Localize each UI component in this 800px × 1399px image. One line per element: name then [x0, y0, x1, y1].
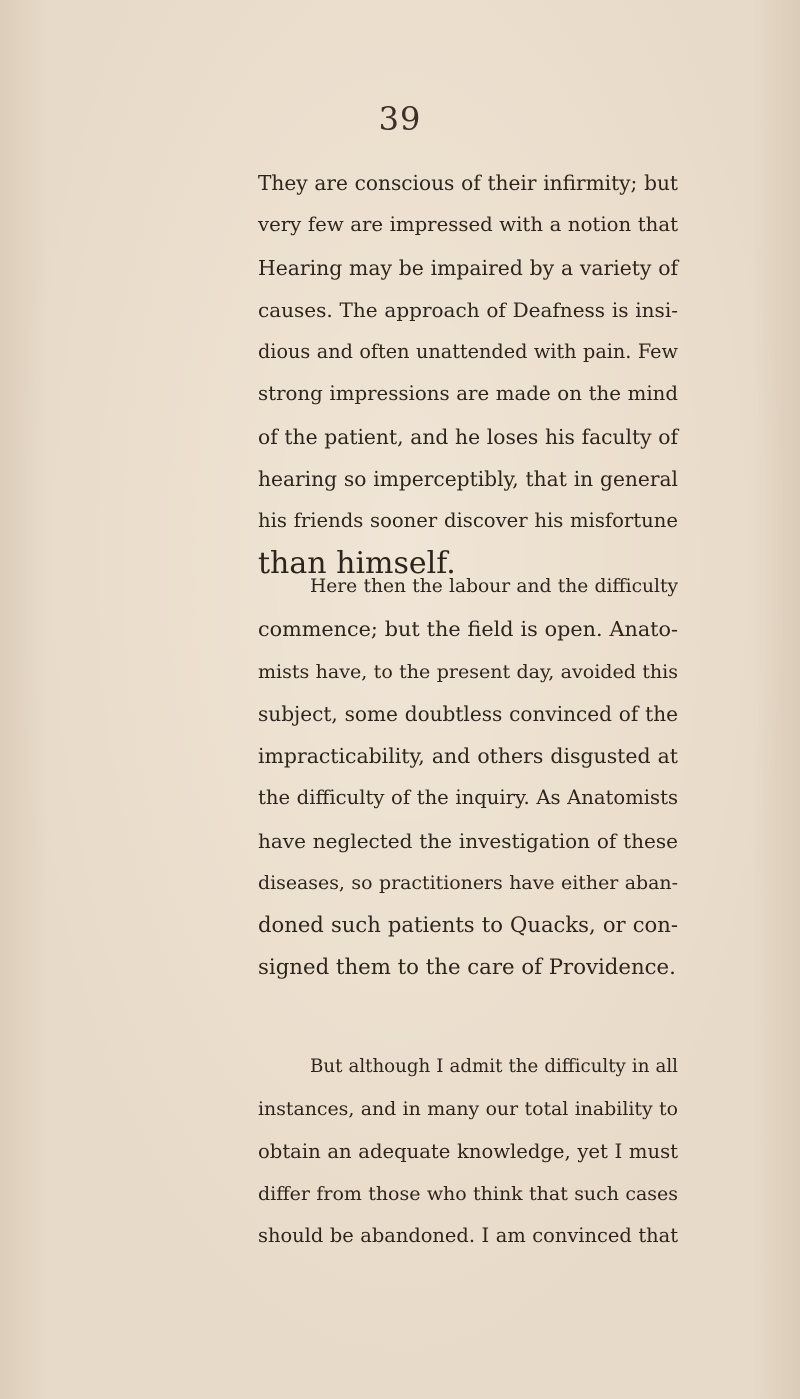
text-line: of the patient, and he loses his faculty of	[258, 424, 678, 449]
text-line: his friends sooner discover his misfortune	[258, 509, 678, 533]
paragraph-3	[258, 1046, 678, 1257]
text-line: diseases, so practitioners have either aban-	[258, 872, 678, 895]
text-line: very few are impressed with a notion that	[258, 213, 678, 237]
text-line: mists have, to the present day, avoided this	[258, 660, 678, 683]
text-line: commence; but the field is open. Anato-	[258, 617, 678, 642]
text-line: doned such patients to Quacks, or con-	[258, 912, 678, 938]
text-line: the difficulty of the inquiry. As Anatomists	[258, 786, 678, 810]
text-line: Hearing may be impaired by a variety of	[258, 255, 678, 280]
text-line: than himself.	[258, 545, 456, 581]
paragraph-1	[258, 162, 678, 585]
text-line: should be abandoned. I am convinced that	[258, 1224, 678, 1248]
text-line: obtain an adequate knowledge, yet I must	[258, 1139, 678, 1163]
text-line: causes. The approach of Deafness is insi-	[258, 297, 678, 322]
text-line: instances, and in many our total inability to	[258, 1098, 678, 1121]
text-line: subject, some doubtless convinced of the	[258, 701, 678, 726]
text-line: differ from those who think that such cases	[258, 1182, 678, 1205]
text-line: signed them to the care of Providence.	[258, 954, 676, 980]
text-line: impracticability, and others disgusted at	[258, 744, 678, 769]
page-number: 39	[378, 100, 422, 138]
text-line: But although I admit the difficulty in all	[310, 1056, 678, 1077]
text-line: Here then the labour and the difficulty	[310, 576, 678, 597]
paragraph-2	[258, 566, 678, 989]
text-line: have neglected the investigation of these	[258, 828, 678, 853]
text-line: They are conscious of their infirmity; but	[258, 171, 678, 195]
text-line: dious and often unattended with pain. Few	[258, 340, 678, 364]
text-line: hearing so imperceptibly, that in general	[258, 467, 678, 492]
text-line: strong impressions are made on the mind	[258, 382, 678, 406]
